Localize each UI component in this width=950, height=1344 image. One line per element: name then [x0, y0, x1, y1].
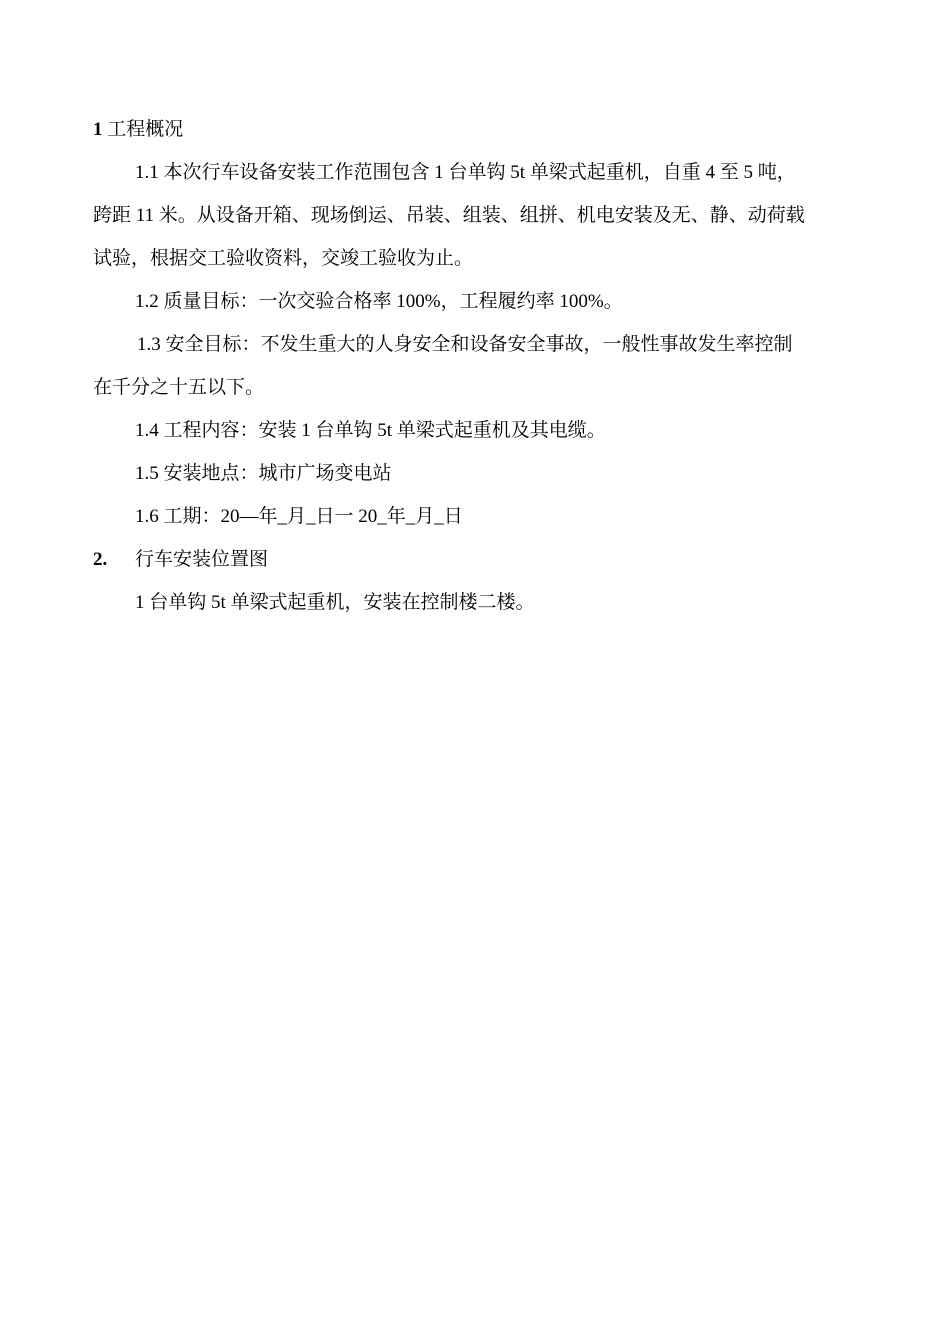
item-1-5-label: 1.5 安装地点： [135, 463, 259, 484]
item-1-1-line-1: 1.1 本次行车设备安装工作范围包含 1 台单钩 5t 单梁式起重机，自重 4 至 5 吨， [135, 162, 796, 183]
item-1-5-location: 城市广场变电站 [258, 463, 392, 484]
section-2-heading [93, 538, 857, 581]
section-2-body: 1 台单钩 5t 单梁式起重机，安装在控制楼二楼。 [135, 592, 535, 613]
item-1-6: 1.6 工期：20—年_月_日一 20_年_月_日 [135, 506, 463, 527]
item-1-3-line-1: 1.3 安全目标：不发生重大的人身安全和设备安全事故，一般性事故发生率控制 [137, 334, 793, 355]
item-1-1-line-3: 试验，根据交工验收资料，交竣工验收为止。 [93, 248, 474, 269]
item-1-1-line-2: 跨距 11 米。从设备开箱、现场倒运、吊装、组装、组拼、机电安装及无、静、动荷载 [93, 205, 805, 226]
section-1-heading [93, 108, 857, 151]
item-1-5 [93, 452, 857, 495]
item-1-3-line-2: 在千分之十五以下。 [93, 377, 265, 398]
item-1-2: 1.2 质量目标：一次交验合格率 100%，工程履约率 100%。 [135, 291, 623, 312]
section-1-title: 工程概况 [107, 119, 184, 140]
section-2-title: 行车安装位置图 [135, 549, 269, 570]
document-content [93, 108, 857, 624]
section-2-number: 2. [93, 549, 108, 570]
item-1-4: 1.4 工程内容：安装 1 台单钩 5t 单梁式起重机及其电缆。 [135, 420, 606, 441]
section-1-number: 1 [93, 119, 103, 140]
